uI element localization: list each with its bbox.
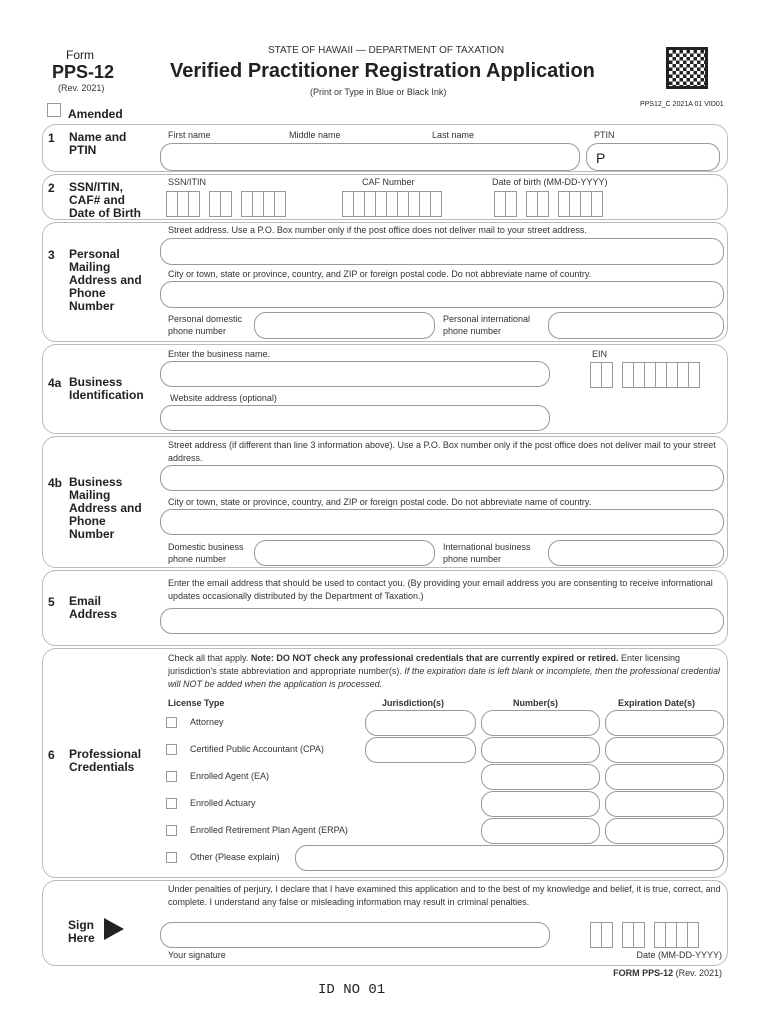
business-name-label: Enter the business name. (168, 349, 271, 359)
email-input[interactable] (160, 608, 724, 634)
license-checkbox[interactable] (166, 825, 177, 836)
expiration-date-input[interactable] (605, 818, 724, 844)
subtitle: (Print or Type in Blue or Black Ink) (310, 87, 447, 97)
perjury-statement: Under penalties of perjury, I declare that I have examined this application and to the best of my knowledge and belief, it is true, correct, and complete. I understand any false or misleading information may result in criminal penalties. (168, 884, 721, 907)
license-label: Certified Public Accountant (CPA) (190, 744, 324, 754)
header-license-type: License Type (168, 698, 225, 708)
business-street-input[interactable] (160, 465, 724, 491)
credentials-instructions: Check all that apply. Note: DO NOT check any professional credentials that are currently expired or retired. Enter licensing jurisdiction's state abbreviation and appropriate number(s). If the expiration date is left blank or incomplete, then the professional credential will NOT be added when the application is processed. (168, 653, 721, 689)
ssn-label: SSN/ITIN (168, 177, 207, 187)
digit-cell[interactable] (688, 362, 700, 388)
other-explain-input[interactable] (295, 845, 724, 871)
form-code: PPS12_C 2021A 01 VID01 (640, 101, 724, 108)
license-number-input[interactable] (481, 737, 600, 763)
section-label: Professional Credentials (69, 747, 142, 774)
license-number-input[interactable] (481, 764, 600, 790)
signature-input[interactable] (160, 922, 550, 948)
website-label: Website address (optional) (170, 393, 277, 403)
section-number: 3 (48, 248, 55, 262)
expiration-date-input[interactable] (605, 710, 724, 736)
header-jurisdiction: Jurisdiction(s) (382, 698, 445, 708)
section-label: Business Identification (69, 375, 144, 402)
license-label: Enrolled Retirement Plan Agent (ERPA) (190, 825, 348, 835)
caf-label: CAF Number (362, 177, 415, 187)
domestic-phone-input[interactable] (254, 312, 435, 339)
ptin-label: PTIN (594, 130, 615, 140)
section-number: 4a (48, 376, 62, 390)
section-number: 1 (48, 131, 55, 145)
license-checkbox[interactable] (166, 771, 177, 782)
license-number-input[interactable] (481, 710, 600, 736)
jurisdiction-input[interactable] (365, 710, 476, 736)
intl-phone-input[interactable] (548, 312, 724, 339)
section-label: Personal Mailing Address and Phone Number (69, 247, 142, 313)
email-instructions: Enter the email address that should be used to contact you. (By providing your email address you are consenting to receive informational updates occasionally distributed by the Department of Taxation.) (168, 578, 713, 601)
license-number-input[interactable] (481, 818, 600, 844)
business-street-label: Street address (if different than line 3 information above). Use a P.O. Box number only if the post office does not deliver mail to your street address. (168, 440, 716, 463)
form-id: PPS-12 (52, 62, 115, 82)
business-name-input[interactable] (160, 361, 550, 387)
form-rev: (Rev. 2021) (58, 83, 105, 93)
qr-code-icon (666, 47, 708, 89)
street-label: Street address. Use a P.O. Box number only if the post office does not deliver mail to your street address. (168, 225, 587, 235)
first-name-label: First name (168, 130, 211, 140)
amended-label: Amended (68, 107, 123, 121)
section-number: 4b (48, 476, 63, 490)
city-label: City or town, state or province, country, and ZIP or foreign postal code. Do not abbreviate name of country. (168, 269, 592, 279)
business-intl-phone-label: International business phone number (443, 542, 531, 564)
header-expiration: Expiration Date(s) (618, 698, 696, 708)
page-title: Verified Practitioner Registration Application (170, 60, 595, 82)
business-domestic-phone-label: Domestic business phone number (168, 542, 244, 564)
section-number: 6 (48, 748, 55, 762)
domestic-phone-label: Personal domestic phone number (168, 314, 243, 336)
website-input[interactable] (160, 405, 550, 431)
business-domestic-phone-input[interactable] (254, 540, 435, 566)
ein-input[interactable] (590, 362, 699, 388)
license-checkbox[interactable] (166, 852, 177, 863)
header-number: Number(s) (513, 698, 559, 708)
dob-input[interactable] (494, 191, 602, 217)
last-name-label: Last name (432, 130, 475, 140)
digit-cell[interactable] (687, 922, 699, 948)
id-number: ID NO 01 (318, 982, 386, 998)
form-word: Form (66, 48, 94, 62)
jurisdiction-input[interactable] (365, 737, 476, 763)
city-input[interactable] (160, 281, 724, 308)
ein-label: EIN (592, 349, 608, 359)
license-label: Attorney (190, 717, 224, 727)
license-checkbox[interactable] (166, 798, 177, 809)
middle-name-label: Middle name (289, 130, 341, 140)
business-city-label: City or town, state or province, country, and ZIP or foreign postal code. Do not abbreviate name of country. (168, 497, 592, 507)
license-label: Other (Please explain) (190, 852, 280, 862)
digit-cell[interactable] (591, 191, 603, 217)
name-input[interactable] (160, 143, 580, 171)
license-label: Enrolled Actuary (190, 798, 256, 808)
section-label: Email Address (69, 594, 118, 621)
section-label: Name and PTIN (69, 130, 127, 157)
expiration-date-input[interactable] (605, 737, 724, 763)
section-number: 2 (48, 181, 55, 195)
sign-date-label: Date (MM-DD-YYYY) (636, 950, 722, 960)
sign-here-label: Sign Here (68, 918, 95, 945)
section-label: Business Mailing Address and Phone Number (69, 475, 142, 541)
expiration-date-input[interactable] (605, 791, 724, 817)
ssn-input[interactable] (166, 191, 285, 217)
signature-label: Your signature (168, 950, 226, 960)
business-city-input[interactable] (160, 509, 724, 535)
license-checkbox[interactable] (166, 717, 177, 728)
license-checkbox[interactable] (166, 744, 177, 755)
ptin-input[interactable] (586, 143, 720, 171)
sign-date-input[interactable] (590, 922, 698, 948)
digit-cell[interactable] (274, 191, 286, 217)
dob-label: Date of birth (MM-DD-YYYY) (492, 177, 608, 187)
license-label: Enrolled Agent (EA) (190, 771, 270, 781)
amended-checkbox[interactable] (47, 103, 61, 117)
footer-form: FORM PPS-12 (Rev. 2021) (613, 968, 722, 978)
section-label: SSN/ITIN, CAF# and Date of Birth (69, 180, 141, 220)
section-number: 5 (48, 595, 55, 609)
intl-phone-label: Personal international phone number (443, 314, 531, 336)
street-input[interactable] (160, 238, 724, 265)
expiration-date-input[interactable] (605, 764, 724, 790)
arrow-right-icon (104, 918, 124, 940)
digit-cell[interactable] (430, 191, 442, 217)
business-intl-phone-input[interactable] (548, 540, 724, 566)
ptin-prefix: P (596, 150, 606, 166)
agency: STATE OF HAWAII — DEPARTMENT OF TAXATION (268, 45, 505, 56)
caf-input[interactable] (342, 191, 441, 217)
license-number-input[interactable] (481, 791, 600, 817)
